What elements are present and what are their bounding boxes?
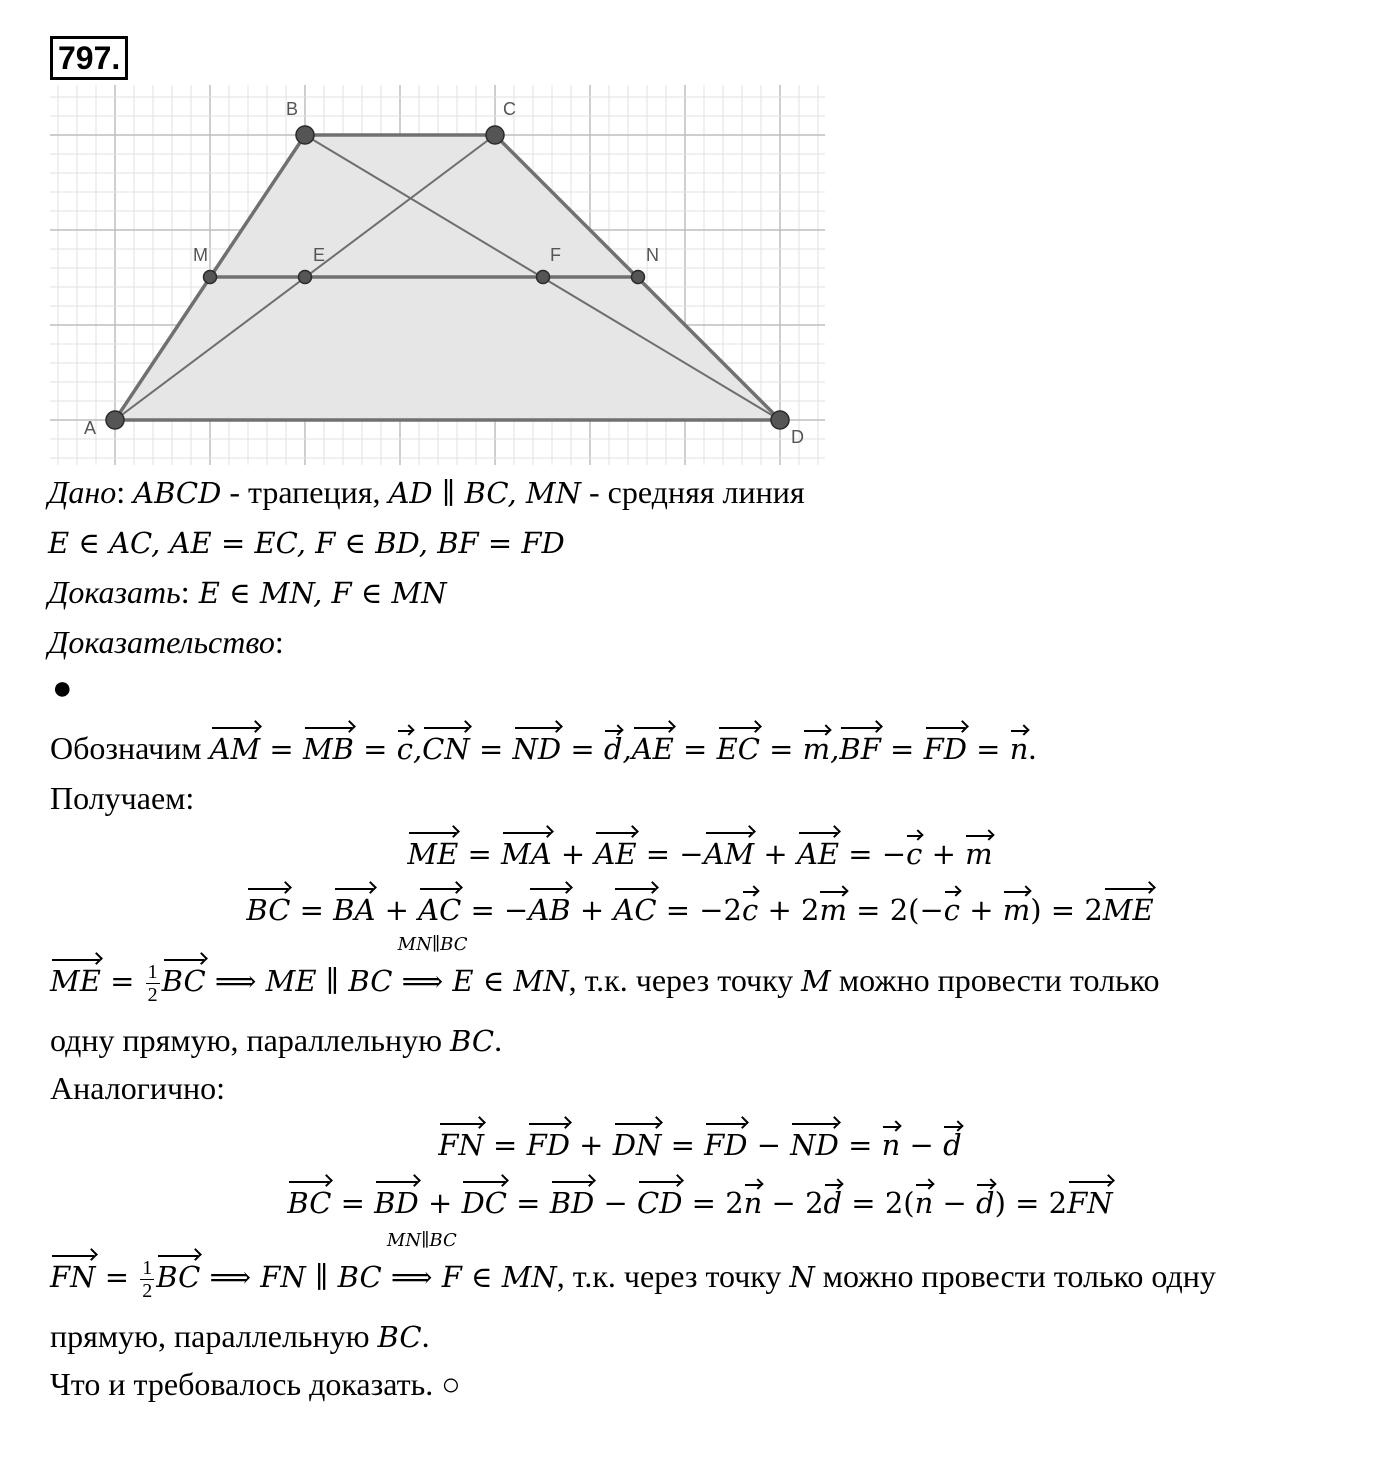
vector-me: ME xyxy=(407,834,458,874)
vector-m: m xyxy=(819,890,847,930)
vector-ba: BA xyxy=(333,890,375,930)
text: , т.к. через точку xyxy=(556,1258,790,1294)
vector-n: n xyxy=(1010,729,1029,769)
fraction-half xyxy=(146,961,160,1006)
vector-dc: DC xyxy=(461,1183,506,1223)
vector-me: ME xyxy=(1103,890,1154,930)
problem-number: 797. xyxy=(50,36,128,80)
vector-am: AM xyxy=(704,834,755,874)
op: = xyxy=(838,1128,882,1162)
conclusion-2 xyxy=(50,1230,1216,1303)
denominator: 2 xyxy=(142,1280,153,1303)
label-n: N xyxy=(646,245,659,265)
op: + 2 xyxy=(758,893,820,927)
point-c xyxy=(486,126,504,144)
point-m xyxy=(204,271,217,284)
label-c: C xyxy=(503,99,516,119)
vector-ec: EC xyxy=(717,729,760,769)
conclusion-1 xyxy=(50,934,1160,1007)
vector-mb: MB xyxy=(303,729,354,769)
point-b xyxy=(296,126,314,144)
op: = xyxy=(100,964,144,998)
vector-fd: FD xyxy=(527,1125,570,1165)
arrow: ⟹ xyxy=(401,964,444,998)
vector-c: c xyxy=(906,834,922,874)
math-parallel: AD ∥ BC, MN xyxy=(388,476,582,510)
point-a xyxy=(106,411,124,429)
membership: E ∈ MN xyxy=(443,964,569,998)
op: + xyxy=(570,893,614,927)
op: − xyxy=(747,1128,791,1162)
eq: = xyxy=(260,732,303,766)
proof-line xyxy=(48,622,284,662)
denote-line xyxy=(50,728,1036,769)
point-f xyxy=(537,271,550,284)
vector-n: n xyxy=(744,1183,763,1223)
implication: ⟹ ME ∥ BC xyxy=(205,964,402,998)
op: = − xyxy=(461,893,529,927)
math-abcd: ABCD xyxy=(133,476,222,510)
vector-dn: DN xyxy=(613,1125,662,1165)
op: = xyxy=(290,893,334,927)
eq: = xyxy=(759,732,803,766)
comma: , xyxy=(412,732,423,766)
vector-ae: AE xyxy=(594,834,636,874)
op: = 2 xyxy=(682,1186,744,1220)
numerator: 1 xyxy=(147,961,158,984)
op: ) = 2 xyxy=(1030,893,1103,927)
vector-d: d xyxy=(943,1125,962,1165)
op: = xyxy=(483,1128,527,1162)
vector-bc: BC xyxy=(156,1257,200,1297)
text: , т.к. через точку xyxy=(568,962,802,998)
trapezoid-figure xyxy=(50,85,825,465)
vector-fn: FN xyxy=(438,1125,484,1165)
numerator: 1 xyxy=(142,1257,153,1280)
vector-d: d xyxy=(604,729,623,769)
vector-d: d xyxy=(824,1183,843,1223)
op: − 2 xyxy=(762,1186,824,1220)
point-n: N xyxy=(789,1260,815,1294)
conclusion-2b xyxy=(50,1316,430,1357)
vector-c: c xyxy=(742,890,758,930)
vector-n: n xyxy=(882,1125,901,1165)
period: . xyxy=(1028,730,1037,766)
vector-am: AM xyxy=(210,729,261,769)
vector-ab: AB xyxy=(528,890,570,930)
vector-n: n xyxy=(915,1183,934,1223)
label-f: F xyxy=(550,245,561,265)
text: можно провести только xyxy=(830,962,1160,998)
period: . xyxy=(421,1318,430,1354)
op: + xyxy=(418,1186,462,1220)
vector-fn: FN xyxy=(50,1257,96,1297)
comma: , xyxy=(622,732,632,766)
given-text-2: - средняя линия xyxy=(581,474,805,510)
given-label: Дано xyxy=(48,474,117,510)
arrow: ⟹ xyxy=(390,1260,433,1294)
vector-ae: AE xyxy=(632,729,674,769)
eq: = xyxy=(673,732,717,766)
vector-fn: FN xyxy=(1067,1183,1113,1223)
vector-nd: ND xyxy=(790,1125,839,1165)
label-d: D xyxy=(791,427,804,447)
point-n xyxy=(632,271,645,284)
eq: = xyxy=(353,732,397,766)
op: = xyxy=(661,1128,705,1162)
vector-cd: CD xyxy=(637,1183,682,1223)
given-text-1: - трапеция, xyxy=(221,474,389,510)
vector-bc: BC xyxy=(287,1183,331,1223)
given-conditions: E ∈ AC, AE = EC, F ∈ BD, BF = FD xyxy=(48,526,565,560)
op: + xyxy=(375,893,419,927)
op: = 2( xyxy=(842,1186,915,1220)
vector-bf: BF xyxy=(839,729,880,769)
fraction-half xyxy=(140,1257,154,1302)
op: = xyxy=(95,1260,139,1294)
prove-math: E ∈ MN, F ∈ MN xyxy=(189,576,447,610)
eq: = xyxy=(561,732,604,766)
comma: , xyxy=(830,732,840,766)
op: ) = 2 xyxy=(994,1186,1068,1220)
op: = xyxy=(458,837,501,871)
op: = −2 xyxy=(656,893,743,927)
point-d xyxy=(771,411,789,429)
point-m: M xyxy=(801,964,831,998)
vector-bc: BC xyxy=(162,961,206,1001)
vector-ma: MA xyxy=(501,834,552,874)
label-b: B xyxy=(286,99,299,119)
qed-line: Что и требовалось доказать. ○ xyxy=(50,1366,461,1402)
label-a: A xyxy=(84,418,97,438)
given-line-2 xyxy=(48,522,565,563)
similar-line: Аналогично: xyxy=(50,1070,226,1106)
prove-line xyxy=(48,572,447,613)
vector-c: c xyxy=(397,729,413,769)
implies-over xyxy=(386,1230,457,1297)
text: прямую, параллельную xyxy=(50,1318,378,1354)
op: + xyxy=(922,837,966,871)
vector-fd: FD xyxy=(924,729,967,769)
vector-ae: AE xyxy=(797,834,839,874)
equation-fn xyxy=(0,1124,1400,1165)
op: = xyxy=(331,1186,375,1220)
op: + xyxy=(960,893,1003,927)
get-line: Получаем: xyxy=(50,780,195,816)
denominator: 2 xyxy=(147,984,158,1007)
op: − xyxy=(933,1186,977,1220)
over-label: MN∥BC xyxy=(386,1230,457,1251)
eq: = xyxy=(880,732,924,766)
op: + xyxy=(754,837,797,871)
vector-ac: AC xyxy=(418,890,461,930)
denote-word: Обозначим xyxy=(50,730,210,766)
vector-d: d xyxy=(976,1183,995,1223)
vector-nd: ND xyxy=(513,729,562,769)
vector-cn: CN xyxy=(422,729,470,769)
vector-ac: AC xyxy=(613,890,656,930)
op: + xyxy=(569,1128,613,1162)
point-e xyxy=(299,271,312,284)
equation-bc-1 xyxy=(0,889,1400,930)
vector-me: ME xyxy=(50,961,101,1001)
vector-bd: BD xyxy=(374,1183,419,1223)
vector-m: m xyxy=(1003,890,1031,930)
given-line xyxy=(48,472,805,513)
conclusion-1b xyxy=(50,1020,502,1061)
math-bc: BC xyxy=(377,1320,422,1354)
vector-fd: FD xyxy=(704,1125,747,1165)
label-m: M xyxy=(193,245,208,265)
label-e: E xyxy=(313,245,326,265)
op: − xyxy=(900,1128,944,1162)
colon: : xyxy=(274,624,284,660)
implication: ⟹ FN ∥ BC xyxy=(200,1260,391,1294)
vector-m: m xyxy=(803,729,831,769)
colon: : xyxy=(116,474,126,510)
implies-over xyxy=(397,934,468,1001)
colon: : xyxy=(180,574,190,610)
over-label: MN∥BC xyxy=(397,934,468,955)
text: одну прямую, параллельную xyxy=(50,1022,451,1058)
vector-bc: BC xyxy=(246,890,290,930)
text: можно провести только одну xyxy=(814,1258,1216,1294)
op: = 2(− xyxy=(846,893,944,927)
vector-c: c xyxy=(944,890,960,930)
equation-me xyxy=(0,833,1400,874)
math-bc: BC xyxy=(450,1024,495,1058)
op: − xyxy=(594,1186,637,1220)
op: + xyxy=(551,837,595,871)
period: . xyxy=(494,1022,503,1058)
prove-label: Доказать xyxy=(48,574,181,610)
proof-label: Доказательство xyxy=(48,624,275,660)
op: = − xyxy=(636,837,704,871)
op: = xyxy=(506,1186,550,1220)
bullet: ● xyxy=(52,670,73,707)
eq: = xyxy=(966,732,1010,766)
vector-bd: BD xyxy=(550,1183,595,1223)
vector-m: m xyxy=(965,834,993,874)
eq: = xyxy=(469,732,513,766)
equation-bc-2 xyxy=(0,1182,1400,1223)
membership: F ∈ MN xyxy=(432,1260,557,1294)
op: = − xyxy=(839,837,907,871)
